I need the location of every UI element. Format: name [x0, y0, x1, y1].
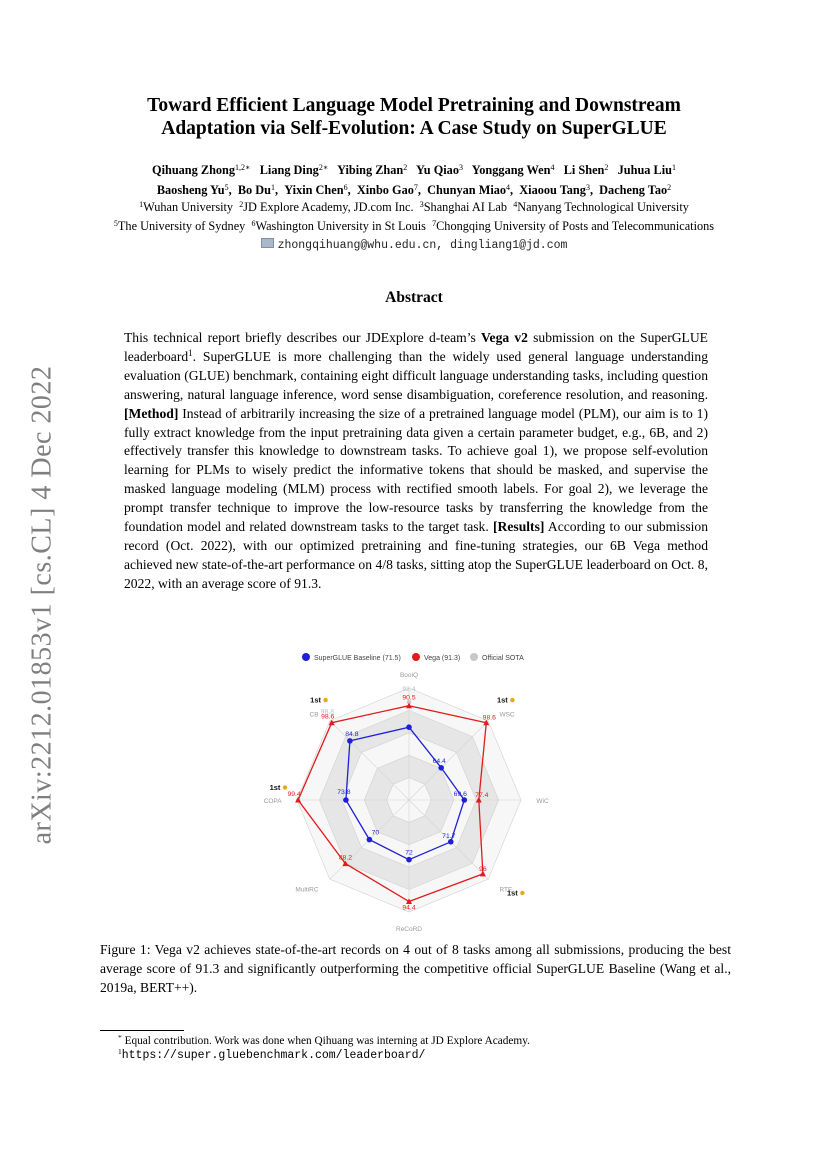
- abstract-text: According to our submission record (Oct. 2022), with our optimized pretraining and fine-tuning strategies, our 6B Vega method achieved new state-of-the-art performance on 4/8 tasks, sitting atop the SuperGLUE leaderboard on Oct. 8, 2022, with an average score of 91.3.: [124, 519, 708, 591]
- data-label: 73.8: [337, 789, 351, 796]
- author-line-1: [100, 160, 728, 180]
- data-label: 98.6: [321, 713, 335, 721]
- author-mark: 2: [403, 163, 408, 172]
- abstract-results-tag: [Results]: [493, 519, 545, 535]
- category-label: CB: [309, 711, 319, 719]
- affiliation-line-2: [90, 217, 738, 236]
- data-label: 84.8: [345, 730, 359, 738]
- arxiv-id: arXiv:2212.01853v1 [cs.CL] 4 Dec 2022: [26, 365, 58, 845]
- category-label: MultiRC: [295, 886, 319, 894]
- author-mark: 1: [671, 163, 676, 172]
- author-name: Juhua Liu: [617, 163, 672, 177]
- abstract-text: . SuperGLUE is more challenging than the widely used general language understanding evaluation (GLUE) benchmark, containing eight difficult language understanding tasks, including question answering, natural language inference, word sense disambiguation, coreference resolution, and reasoning.: [124, 348, 708, 402]
- affiliation-mark: 4: [513, 200, 518, 209]
- author-mark: 1,2∗: [235, 163, 251, 172]
- author-name: Xiaoou Tang: [519, 183, 586, 197]
- medal-icon: [510, 698, 514, 702]
- author-mark: 6: [343, 183, 348, 192]
- author-mark: 7: [413, 183, 418, 192]
- abstract-text: This technical report briefly describes our JDExplore d-team’s: [124, 330, 481, 345]
- author-mark: 1: [271, 183, 275, 192]
- author-name: Yu Qiao: [416, 163, 459, 177]
- title-line-2: Adaptation via Self-Evolution: A Case Study on SuperGLUE: [161, 118, 667, 139]
- data-label: 96: [479, 865, 487, 873]
- data-label: 69.6: [453, 791, 467, 798]
- category-label: RTE: [499, 886, 513, 894]
- author-mark: 3: [458, 163, 463, 172]
- affiliation-name: Washington University in St Louis: [255, 219, 426, 233]
- category-label: ReCoRD: [395, 926, 423, 933]
- rank-badge: 1st: [496, 695, 508, 705]
- medal-icon: [323, 698, 327, 702]
- author-mark: 2∗: [318, 163, 329, 172]
- email-line: [100, 238, 728, 252]
- author-mark: 2: [604, 163, 609, 172]
- radar-chart: [260, 645, 570, 935]
- abstract-method-tag: [Method]: [124, 405, 179, 421]
- affiliation-mark: 2: [239, 200, 244, 209]
- affiliations: [90, 198, 738, 236]
- data-label: 72: [405, 849, 413, 857]
- medal-icon: [520, 891, 524, 895]
- data-point: [347, 738, 353, 744]
- medal-icon: [283, 785, 287, 789]
- legend-label: SuperGLUE Baseline (71.5): [314, 655, 401, 662]
- author-name: Yonggang Wen: [471, 163, 551, 177]
- paper-title: [100, 94, 728, 140]
- data-point: [367, 837, 373, 843]
- author-mark: 3: [585, 183, 590, 192]
- rank-badge: 1st: [269, 783, 281, 792]
- affiliation-mark: 7: [432, 219, 437, 228]
- affiliation-mark: 3: [419, 200, 424, 209]
- data-label: 88.2: [338, 854, 353, 862]
- footnote-2: [118, 1049, 425, 1062]
- abstract-vega: Vega v2: [480, 330, 528, 345]
- legend-marker: [470, 653, 478, 661]
- category-label: BoolQ: [399, 672, 419, 679]
- abstract-body: [124, 329, 708, 594]
- affiliation-name: Shanghai AI Lab: [423, 200, 508, 214]
- data-point: [448, 839, 454, 845]
- footnote-mark: *: [118, 1033, 122, 1042]
- data-label: 94.4: [402, 904, 416, 912]
- affiliation-mark: 6: [251, 219, 256, 228]
- category-label: WiC: [536, 798, 549, 805]
- data-label: 70: [371, 829, 380, 837]
- data-label: 99.4: [287, 791, 301, 798]
- footnote-link[interactable]: https://super.gluebenchmark.com/leaderboard/: [121, 1049, 426, 1062]
- data-label: 90.5: [402, 694, 416, 702]
- data-label: 77.4: [475, 792, 489, 799]
- affiliation-name: The University of Sydney: [117, 219, 246, 233]
- footnote-rule: [100, 1030, 184, 1031]
- data-label: 98.6: [482, 714, 496, 722]
- affiliation-name: Wuhan University: [143, 200, 234, 214]
- author-line-2: Baosheng Yu$^5$, Bo Du$^1$, Yixin Chen$^6$, Xinbo Gao$^7$, Chunyan Miao$^4$, Xiaoou Tang$^3$, Dacheng Tao$^2$: [156, 183, 672, 197]
- author-name: Qihuang Zhong: [152, 163, 236, 177]
- author-mark: 2: [667, 183, 672, 192]
- affiliation-name: Chongqing University of Posts and Telecommunications: [436, 219, 715, 233]
- footnote-ref[interactable]: 1: [188, 347, 193, 358]
- data-point: [406, 857, 412, 863]
- data-point: [406, 724, 412, 730]
- data-point: [438, 765, 444, 771]
- author-name: Li Shen: [563, 163, 605, 177]
- legend-label: Official SOTA: [482, 655, 524, 662]
- legend-marker: [302, 653, 310, 661]
- data-label: 98.8: [320, 708, 335, 716]
- data-label: 92.4: [402, 686, 416, 694]
- footnote-mark: 1: [118, 1047, 122, 1056]
- arxiv-sidebar: [22, 365, 62, 845]
- author-name: Baosheng Yu: [156, 183, 225, 197]
- footnote-1: [118, 1035, 530, 1047]
- affiliation-mark: 1: [139, 200, 144, 209]
- abstract-heading: Abstract: [385, 289, 443, 306]
- author-mark: 4: [550, 163, 555, 172]
- affiliation-line-1: [90, 198, 738, 217]
- author-name: Chunyan Miao: [427, 183, 507, 197]
- author-name: Xinbo Gao: [356, 183, 414, 197]
- author-mark: 4: [506, 183, 511, 192]
- affiliation-mark: 5: [113, 219, 118, 228]
- legend-marker: [412, 653, 420, 661]
- author-name: Liang Ding: [259, 163, 319, 177]
- affiliation-name: JD Explore Academy, JD.com Inc.: [243, 200, 414, 214]
- data-point: [462, 797, 468, 803]
- abstract-text: submission on the SuperGLUE leaderboard: [124, 330, 708, 364]
- author-name: Yixin Chen: [284, 183, 344, 197]
- affiliation-name: Nanyang Technological University: [517, 200, 689, 214]
- title-line-1: Toward Efficient Language Model Pretraining and Downstream: [147, 95, 681, 116]
- author-name: Yibing Zhan: [337, 163, 404, 177]
- data-label: 71.7: [442, 832, 456, 840]
- category-label: WSC: [499, 711, 515, 719]
- figure-caption: Figure 1: Vega v2 achieves state-of-the-art records on 4 out of 8 tasks among all submissions, producing the best average score of 91.3 and significantly outperforming the competitive official SuperGLUE Baseline (Wang et al., 2019a, BERT++).: [100, 942, 731, 995]
- figure-radar-chart: [260, 645, 570, 935]
- rank-badge: 1st: [310, 695, 322, 705]
- data-label: 64.4: [432, 757, 446, 765]
- footnote-text: Equal contribution. Work was done when Qihuang was interning at JD Explore Academy.: [124, 1035, 530, 1047]
- author-list: [100, 160, 728, 200]
- email-addresses[interactable]: zhongqihuang@whu.edu.cn, dingliang1@jd.com: [277, 239, 568, 252]
- legend-label: Vega (91.3): [424, 655, 461, 662]
- abstract-text: Instead of arbitrarily increasing the size of a pretrained language model (PLM), our aim is to 1) fully extract knowledge from the input pretraining data given a certain parameter budget, e.g., 6B, and 2) effectively transfer this knowledge to downstream tasks. To achieve goal 1), we propose self-evolution learning for PLMs to wisely predict the informative tokens that should be masked, and supervise the masked language modeling (MLM) process with rectified smooth labels. For goal 2), we leverage the prompt transfer technique to improve the low-resource tasks by transferring the knowledge from the foundation model and related downstream tasks to the target task.: [124, 405, 708, 535]
- author-name: Bo Du: [237, 183, 271, 197]
- data-point: [343, 797, 349, 803]
- mail-icon: [261, 238, 274, 248]
- rank-badge: 1st: [506, 888, 518, 898]
- author-mark: 5: [224, 183, 229, 192]
- author-name: Dacheng Tao: [599, 183, 668, 197]
- category-label: COPA: [263, 798, 282, 805]
